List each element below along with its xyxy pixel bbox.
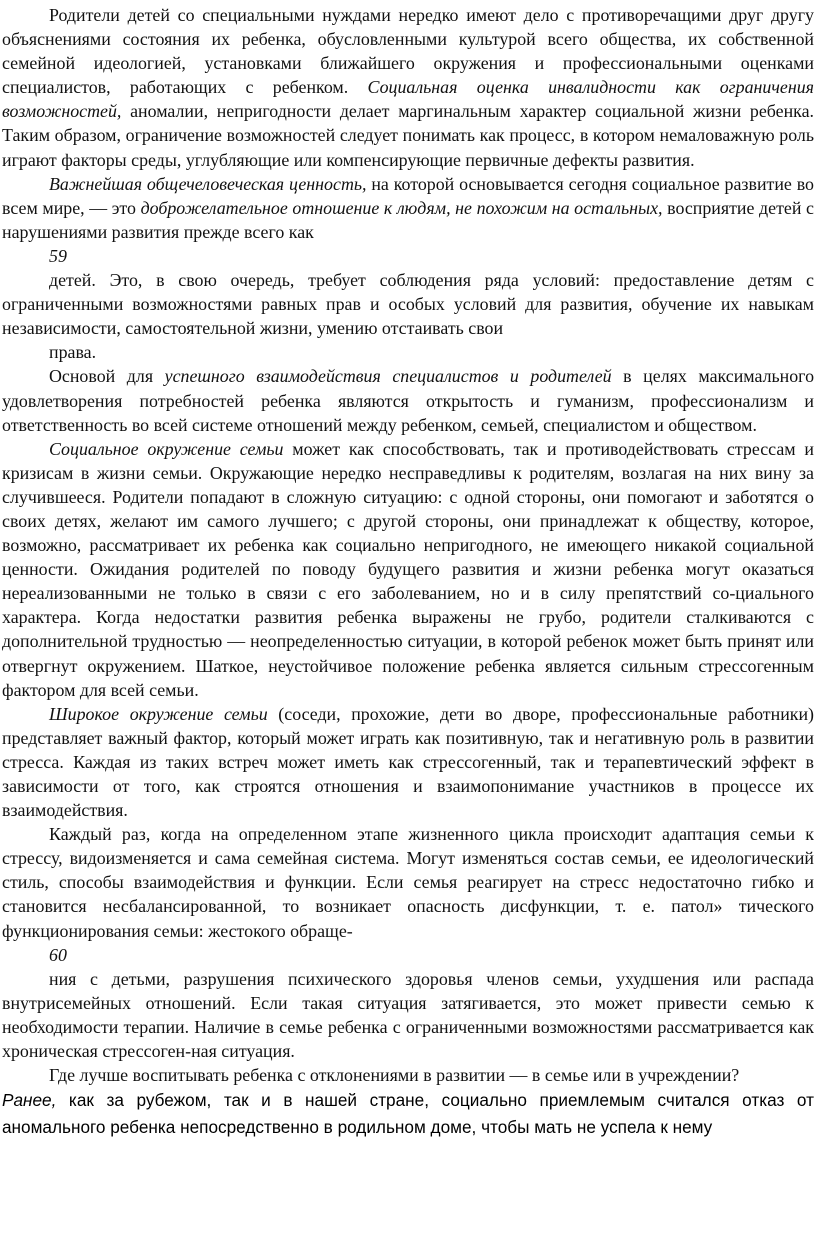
text-run: как за рубежом, так и в нашей стране, социально приемлемым считался отказ от аномального ребенка непосредственно в родильном доме, чтобы мать не успела к нему — [2, 1090, 814, 1138]
italic-term: доброжелательное отношение к людям, не похожим на остальных, — [140, 197, 663, 218]
italic-term: успешного взаимодействия специалистов и родителей — [164, 366, 612, 387]
paragraph-social-environment — [2, 437, 814, 702]
text-run: в целях максимального удовлетворения потребностей ребенка являются открытость и гуманизм, профессионализм и ответственность во всей системе отношений между ребенком, семьей, специалистом и обществом. — [2, 366, 815, 435]
italic-term: Ранее, — [2, 1090, 57, 1111]
text-run: (соседи, прохожие, дети во дворе, профессиональные работники) представляет важный фактор, который может играть как позитивную, так и негативную роль в развитии стресса. Каждая из таких встреч может иметь как стрессогенный, так и терапевтический эффект в зависимости от того, как строятся отношения и взаимопонимание участников в процессе их взаимодействия. — [2, 703, 814, 821]
paragraph-cooperation — [2, 364, 814, 436]
paragraph-wide-environment — [2, 702, 814, 822]
text-run: может как способствовать, так и противодействовать стрессам и кризисам в жизни семьи. Окружающие нередко несправедливы к родителям, возлагая на них вину за случившееся. Родители попадают в сложную ситуацию: с одной стороны, они помогают и заботятся о своих детях, желают им самого лучшего; с другой стороны, они принадлежат к обществу, которое, возможно, рассматривает их ребенка как социально непригодного, не имеющего никакой социальной ценности. Ожидания родителей по поводу будущего развития и жизни ребенка могут оказаться нереализованными не только в связи с его заболеванием, но и в силу препятствий со-циального характера. Когда недостатки развития ребенка выражены не грубо, родители сталкиваются с дополнительной трудностью — неопределенностью ситуации, в которой ребенок может быть принят или отвергнут окружением. Шаткое, неустойчивое положение ребенка является сильным стрессогенным фактором для всей семьи. — [2, 438, 814, 700]
text-run: на которой основывается сегодня социальное развитие во всем мире, — это — [2, 173, 814, 218]
paragraph-dysfunction: ния с детьми, разрушения психического здоровья членов семьи, ухудшения или распада внутрисемейных отношений. Если такая ситуация затягивается, это может привести семью к необходимости терапии. Наличие в семье ребенка с ограниченными возможностями рассматривается как хроническая стрессоген-ная ситуация. — [2, 968, 814, 1062]
text-run: Основой для — [49, 366, 165, 387]
italic-term: Социальная оценка инвалидности как ограничения возможностей, — [2, 77, 814, 122]
italic-term: Широкое окружение семьи — [49, 703, 268, 724]
text-run: Родители детей со специальными нуждами нередко имеют дело с противоречащими друг другу объяснениями состояния их ребенка, обусловленными культурой всего общества, их собственной семейной идеологией, установками ближайшего окружения и профессиональными оценками специалистов, работающих с ребенком. — [2, 5, 814, 98]
page-number: 59 — [49, 245, 67, 266]
page-number: 60 — [49, 944, 67, 965]
paragraph-social-assessment — [2, 3, 814, 172]
italic-term: Социальное окружение семьи — [49, 438, 284, 459]
paragraph-conditions-end: права. — [49, 342, 97, 363]
paragraph-conditions: детей. Это, в свою очередь, требует соблюдения ряда условий: предоставление детям с ограниченными возможностями равных прав и особых условий для развития, обучение их навыкам независимости, самостоятельной жизни, умению отстаивать свои — [2, 270, 814, 339]
text-run: восприятие детей с нарушениями развития прежде всего как — [2, 197, 814, 242]
paragraph-adaptation: Каждый раз, когда на определенном этапе жизненного цикла происходит адаптация семьи к стрессу, видоизменяется и сама семейная система. Могут изменяться состав семьи, ее идеологический стиль, способы взаимодействия и функции. Если семья реагирует на стресс недостаточно гибко и становится несбалансированной, то возникает опасность дисфункции, т. е. патол» тического функционирования семьи: жестокого обраще- — [2, 824, 814, 941]
paragraph-question: Где лучше воспитывать ребенка с отклонениями в развитии — в семье или в учреждении? — [49, 1065, 740, 1086]
paragraph-human-value — [2, 172, 814, 244]
italic-term: Важнейшая общечеловеческая ценность, — [49, 173, 367, 194]
text-run: аномалии, непригодности делает маргинальным характер социальной жизни ребенка. Таким образом, ограничение возможностей следует понимать как процесс, в котором немаловажную роль играют факторы среды, углубляющие или компенсирующие первичные дефекты развития. — [2, 101, 814, 170]
paragraph-earlier — [2, 1087, 814, 1141]
